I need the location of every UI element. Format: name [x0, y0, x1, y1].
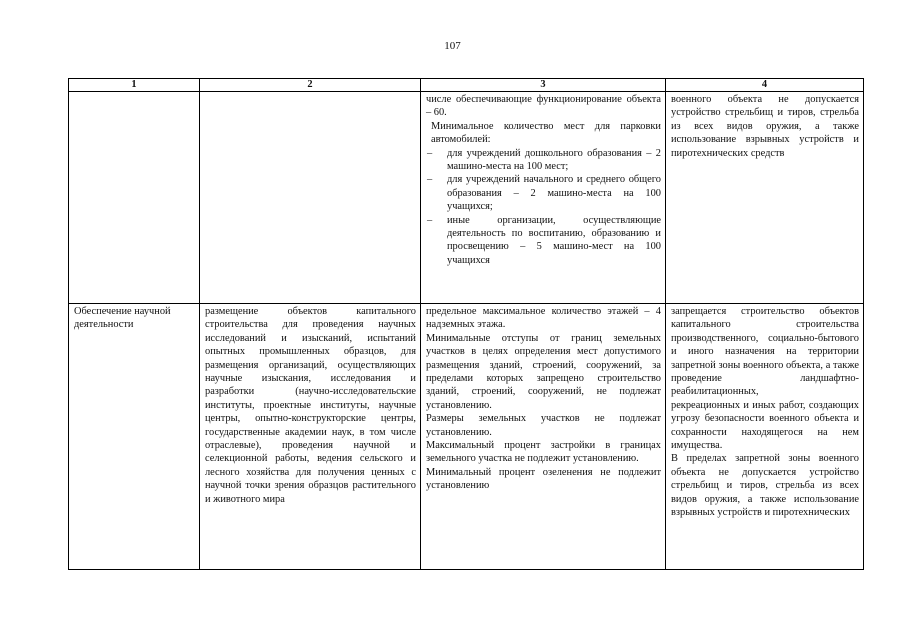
row2-col2-cell: [200, 304, 421, 570]
column-header-3: 3: [421, 79, 666, 92]
header-row: [69, 79, 864, 92]
row1-col3-cell: [421, 92, 666, 304]
restriction-text: рекреационных и иных работ, создающих угрозу безопасности военного объекта и сохранности находящегося на нем имущества.: [671, 399, 859, 452]
restriction-text: военного объекта не допускается устройство стрельбищ и тиров, стрельба из всех видов оружия, а также использование взрывных устройств и пиротехнических средств: [671, 94, 859, 159]
parking-title: Минимальное количество мест для парковки автомобилей:: [431, 120, 661, 146]
list-item-text: для учреждений дошкольного образования – 2 машино-места на 100 мест;: [447, 147, 661, 173]
parameter-text: предельное максимальное количество этажей – 4 надземных этажа.: [426, 306, 661, 331]
table-row: [69, 92, 864, 304]
list-item-text: для учреждений начального и среднего общего образования – 2 машино-места на 100 учащихся;: [447, 174, 661, 213]
row1-col1-cell: [69, 92, 200, 304]
column-header-1: 1: [69, 79, 200, 92]
list-item-text: иные организации, осуществляющие деятельность по воспитанию, образованию и просвещению – 5 машино-мест на 100 учащихся: [447, 214, 661, 266]
row2-col4-cell: [666, 304, 864, 570]
row2-col1-cell: [69, 304, 200, 570]
list-item: [426, 214, 661, 268]
land-use-description: размещение объектов капитального строительства для проведения научных исследований и изысканий, испытаний опытных промышленных образцов, для размещения организаций, осуществляющих научные изыскания, исследования и разработки (научно-исследовательские институты, проектные институты, научные центры, опытно-конструкторские центры, государственные академии наук, в том числе отраслевые), проведения научной и селекционной работы, ведения сельского и лесного хозяйства для получения ценных с научной точки зрения образцов растительного и животного мира: [205, 306, 416, 505]
row1-col2-cell: [200, 92, 421, 304]
row2-col3-cell: [421, 304, 666, 570]
dash-marker: –: [427, 147, 433, 159]
land-use-type: Обеспечение научной деятельности: [74, 306, 171, 331]
table-row: [69, 304, 864, 570]
parking-intro: числе обеспечивающие функционирование объекта – 60.: [426, 94, 661, 119]
dash-marker: –: [427, 214, 433, 226]
row1-col4-cell: [666, 92, 864, 304]
parameter-text: Минимальные отступы от границ земельных участков в целях определения мест допустимого размещения зданий, строений, сооружений, за пределами которых запрещено строительство зданий, строений, сооружений, не подлежат установлению.: [426, 332, 661, 411]
land-use-table: [68, 78, 864, 570]
parameter-text: Максимальный процент застройки в границах земельного участка не подлежит установлению.: [426, 440, 661, 465]
parameter-text: Минимальный процент озеленения не подлежит установлению: [426, 466, 661, 492]
column-header-2: 2: [200, 79, 421, 92]
list-item: [426, 147, 661, 174]
restriction-text: В пределах запретной зоны военного объекта не допускается устройство стрельбищ и тиров, стрельба из всех видов оружия, а также использование взрывных устройств и пиротехнических: [671, 453, 859, 519]
dash-marker: –: [427, 174, 433, 186]
page-number: 107: [444, 40, 461, 52]
parameter-text: Размеры земельных участков не подлежат установлению.: [426, 413, 661, 438]
restriction-text: запрещается строительство объектов капитального строительства производственного, социально-бытового и иного назначения на территории запретной зоны военного объекта, а также проведение ландшафтно-реабилитационных,: [671, 306, 859, 398]
column-header-4: 4: [666, 79, 864, 92]
list-item: [426, 173, 661, 213]
